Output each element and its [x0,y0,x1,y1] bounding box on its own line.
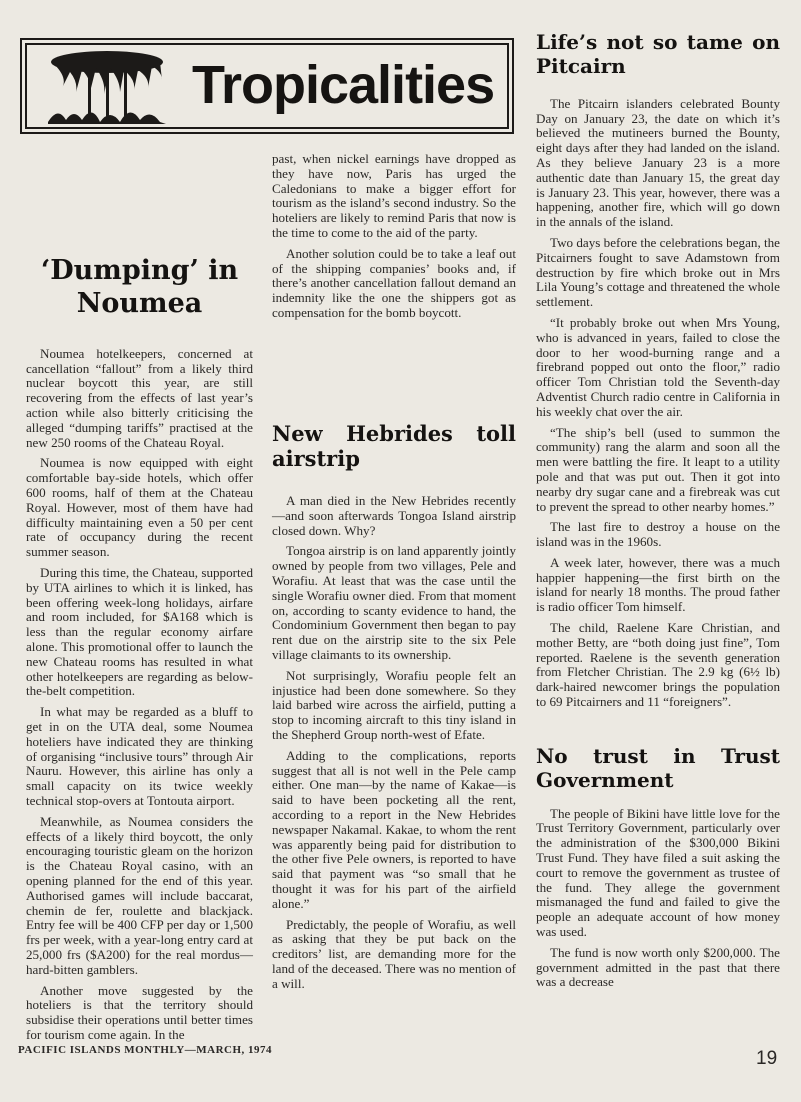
paragraph: The child, Raelene Kare Christian, and mother Betty, are “both doing just fine”, Tom reported. Raelene is the seventh generation from Fletcher Christian. The 2.9 kg (6½ lb) dark-haired newcomer brings the population to 69 Pitcairners and 11 “foreigners”. [536,620,780,710]
footer-publication: PACIFIC ISLANDS MONTHLY—MARCH, 1974 [18,1044,273,1056]
headline-pitcairn: Life’s not so tame on Pitcairn [536,30,780,79]
paragraph: Two days before the celebrations began, the Pitcairners fought to save Adamstown from destruction by fire which broke out in Mrs Lila Young’s cottage and threatened the whole settlement. [536,234,780,310]
column-1 [26,160,253,1049]
column-3 [536,30,780,996]
paragraph: The last fire to destroy a house on the island was in the 1960s. [536,519,780,550]
page-number: 19 [756,1048,778,1069]
paragraph: Noumea hotelkeepers, concerned at cancellation “fallout” from a likely third nuclear boycott this year, are still recovering from the effects of last year’s action while also bitterly criticising the alleged “dumping tariffs” practised at the new 250 rooms of the Chateau Royal. [26,345,253,450]
paragraph: Another solution could be to take a leaf out of the shipping companies’ books and, if there’s another cancellation fallout demand an indemnity like the one the shippers got as compensation for the bomb boycott. [272,245,516,320]
paragraph: The Pitcairn islanders celebrated Bounty Day on January 23, the date on which it’s believed the mutineers burned the Bounty, eight days after they had landed on the island. As they believe January 23 is a more authentic date than January 15, the great day is January 23. This year, however, there was a happening, another fire, which will go down in the annals of the island. [536,95,780,230]
paragraph: “The ship’s bell (used to summon the community) rang the alarm and soon all the men were battling the fire. It leapt to a utility pole and that was put out. Then it got into nearby dry sugar cane and a firebreak was cut to prevent the spread to other nearby homes.” [536,424,780,514]
masthead-title: Tropicalities [192,55,495,115]
headline-no-trust: No trust in Trust Government [536,743,780,793]
paragraph: A week later, however, there was a much happier happening—the first birth on the island for nearly 18 months. The proud father is radio officer Tom himself. [536,554,780,615]
paragraph: Noumea is now equipped with eight comfortable bay-side hotels, which offer 600 rooms, half of them at the Chateau Royal. However, most of them have had difficulty maintaining even a 50 per cent rate of occupancy during the recent summer season. [26,455,253,560]
palm-trees-icon [48,48,166,124]
paragraph: Meanwhile, as Noumea considers the effects of a likely third boycott, the only encouraging touristic gleam on the horizon is the Chateau Royal casino, with an opening planned for the end of this year. Authorised games will include baccarat, chemin de fer, roulette and blackjack. Entry fee will be 400 CFP per day or 1,500 frs per week, with a year-long entry card at 25,000 frs ($A200) for the real mordus—hard-bitten gamblers. [26,813,253,977]
paragraph: The people of Bikini have little love for the Trust Territory Government, particularly over the administration of the $300,000 Bikini Trust Fund. They have filed a suit asking the court to remove the government as trustee of the fund. They allege the government mismanaged the fund and failed to give the people an adequate account of how money was used. [536,805,780,940]
paragraph: Adding to the complications, reports suggest that all is not well in the Pele camp either. One man—by the name of Kakae—is said to have been pocketing all the rent, according to a report in the New Hebrides newspaper Nakamal. Kakae, to whom the rent was apparently being paid for distribution to the other five Pele owners, is reported to have said that payment was “so small that he thought it was for his part of the airfield alone.” [272,747,516,911]
paragraph: “It probably broke out when Mrs Young, who is advanced in years, failed to close the door to her wood-burning range and a firebrand popped out onto the floor,” radio officer Tom Christian told the Seventh-day Adventist Church radio centre in California in his weekly chat over the air. [536,314,780,419]
paragraph: past, when nickel earnings have dropped as they have now, Paris has urged the Caledonians to make a bigger effort for tourism as the island’s second industry. So the hoteliers are likely to remind Paris that now is the time to come to the aid of the party. [272,151,516,240]
headline-dumping: ‘Dumping’ in Noumea [40,255,239,319]
paragraph: Tongoa airstrip is on land apparently jointly owned by people from two villages, Pele and Worafiu. At least that was the case until the single Worafiu owner died. From that moment on, according to scanty evidence to hand, the Condominium Government then began to pay rent due on the airstrip site to the six Pele village claimants to its ownership. [272,543,516,662]
paragraph: Not surprisingly, Worafiu people felt an injustice had been done somewhere. So they laid barbed wire across the airfield, putting a stop to incoming aircraft to this tiny island in the Shepherd Group north-west of Efate. [272,667,516,742]
headline-new-hebrides: New Hebrides toll airstrip [272,420,516,472]
paragraph: In what may be regarded as a bluff to get in on the UTA deal, some Noumea hoteliers have indicated they are thinking of organising “inclusive tours” through Air Nauru. However, this airline has only a small capacity on its twice weekly technical stop-overs at Tontouta airport. [26,704,253,808]
paragraph: Predictably, the people of Worafiu, as well as asking that they be put back on the creditors’ list, are demanding more for the land of the deceased. There was no mention of a will. [272,916,516,991]
paragraph: The fund is now worth only $200,000. The government admitted in the past that there was a decrease [536,944,780,990]
column-2 [272,152,516,997]
masthead-box [20,38,514,134]
paragraph: During this time, the Chateau, supported by UTA airlines to which it is linked, has been offering week-long holidays, airfare and room included, for $A168 which is less than the regular economy airfare alone. This promotional offer to launch the new Chateau rooms has resulted in what other hotelkeepers are regarding as below-the-belt competition. [26,565,253,699]
paragraph: A man died in the New Hebrides recently—and soon afterwards Tongoa Island airstrip closed down. Why? [272,492,516,538]
paragraph: Another move suggested by the hoteliers is that the territory should subsidise their operations until better times for tourism come again. In the [26,982,253,1042]
